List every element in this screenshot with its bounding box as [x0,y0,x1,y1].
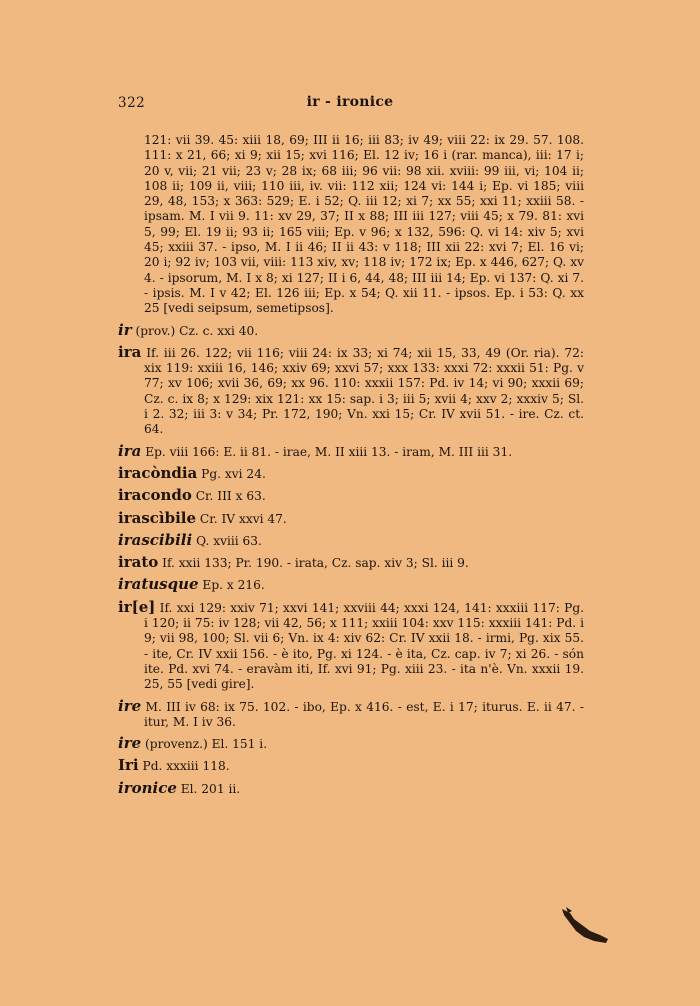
entry-text: 121: vii 39. 45: xiii 18, 69; III ii 16; iii 83; iv 49; viii 22: ix 29. 57. 108. 111: x 21, 66; xi 9; xii 15; xvi 116; El. 12 iv; 16 i (rar. manca), iii: 17 i; 20 v, vii; 21 vii; 23 v; 28 ix; 68 iii; 96 vii: 98 xii. xviii: 99 iii, vi; 104 ii; 108 ii; 109 ii, viii; 110 iii, iv. vii: 112 xii; 124 vi: 144 i; Ep. vi 185; viii 29, 48, 153; x 363: 529; E. i 52; Q. iii 12; xi 7; xx 55; xxi 11; xxiii 58. - ipsam. M. I vii 9. 11: xv 29, 37; II x 88; III iii 127; viii 45; x 79. 81: xvi 5, 99; El. 19 ii; 93 ii; 165 viii; Ep. v 96; x 132, 596: Q. vi 14: xiv 5; xvi 45; xxiii 37. - ipso, M. I ii 46; II ii 43: v 118; III xii 22: xvi 7; El. 16 vi; 20 i; 92 iv; 103 vii, viii: 113 xiv, xv; 118 iv; 172 ix; Ep. x 446, 627; Q. xv 4. - ipsorum, M. I x 8; xi 127; II i 6, 44, 48; III iii 14; Ep. vi 137: Q. xi 7. - ipsis. M. I v 42; El. 126 iii; Ep. x 54; Q. xii 11. - ipsos. Ep. i 53: Q. xx 25 [vedi seipsum, semetipsos]. [144,133,584,316]
entry-text: Q. xviii 63. [196,533,262,548]
entry-text: If. iii 26. 122; vii 116; viii 24: ix 33; xi 74; xii 15, 33, 49 (Or. ria). 72: xix 119: xxiii 16, 146; xxiv 69; xxvi 57; xxx 133: xxxi 72: xxxii 51: Pg. v 77; xv 106; xvii 36, 69; xx 96. 110: xxxii 157: Pd. iv 14; vi 90; xxxii 69; Cz. c. ix 8; x 129: xix 121: xx 15: sap. i 3; iii 5; xvii 4; xxv 2; xxxiv 5; Sl. i 2. 32; iii 3: v 34; Pr. 172, 190; Vn. xxi 15; Cr. IV xvii 51. - ire. Cz. ct. 64. [144,345,584,437]
entry-headword: ir [118,320,132,339]
entry-headword: ironice [118,778,177,797]
entry-text: Ep. x 216. [202,578,265,593]
entry-text: If. xxii 133; Pr. 190. - irata, Cz. sap. xiv 3; Sl. iii 9. [162,556,469,571]
entry-headword: iracondo [118,486,192,505]
entry-headword: irascìbile [118,508,197,527]
entry-text: (prov.) Cz. c. xxi 40. [135,323,259,338]
entry-headword: irascibili [118,530,193,549]
entry-ire-provenz [118,736,584,752]
entry-iracondo [118,488,584,504]
entry-ire-latin [118,696,585,731]
entry-text: Pg. xvi 24. [201,466,266,481]
entry-headword: ire [118,696,142,715]
entry-headword: ira [118,342,142,361]
printer-ornament-icon [560,905,610,945]
entry-ire-it [118,597,585,693]
entry-text: (provenz.) El. 151 i. [145,737,268,752]
entry-ir-prov [118,320,584,339]
entry-continuation [118,133,584,317]
entry-text: M. III iv 68: ix 75. 102. - ibo, Ep. x 416. - est, E. i 17; iturus. E. ii 47. - itur, M. I iv 36. [144,699,585,729]
entry-text: Cr. IV xxvi 47. [199,511,287,526]
page-number: 322 [118,95,146,111]
entry-ironice [118,778,584,797]
dictionary-entries [118,133,584,803]
entry-iracondia [118,463,584,482]
entry-ira [118,342,584,438]
entry-iri [118,758,584,774]
entry-text: Ep. viii 166: E. ii 81. - irae, M. II xiii 13. - iram, M. III iii 31. [145,444,513,459]
entry-ira-latin [118,441,584,460]
entry-text: Cr. III x 63. [195,489,266,504]
entry-irascibili [118,530,584,549]
entry-headword: iratusque [118,575,199,594]
entry-headword: ira [118,441,142,460]
entry-headword: Iri [118,756,139,775]
running-head: ir - ironice [306,94,394,110]
entry-headword: ir[e] [118,597,156,616]
entry-irato [118,555,584,571]
entry-iratusque [118,577,584,593]
entry-irascibile [118,508,584,527]
entry-headword: iracòndia [118,463,198,482]
entry-text: If. xxi 129: xxiv 71; xxvi 141; xxviii 44; xxxi 124, 141: xxxiii 117: Pg. i 120; ii 75: iv 128; vii 42, 56; x 111; xxiii 104: xxv 115: xxxiii 141: Pd. i 9; vii 98, 100; Sl. vii 6; Vn. ix 4: xiv 62: Cr. IV xxii 18. - irmi, Pg. xix 55. - ite, Cr. IV xxii 156. - è ito, Pg. xi 124. - è ita, Cz. cap. iv 7; xi 26. - són ite. Pd. xvi 74. - eravàm iti, If. xvi 91; Pg. xiii 23. - ita n'è. Vn. xxxii 19. 25, 55 [vedi gire]. [144,600,585,692]
entry-headword: ire [118,734,142,753]
entry-text: El. 201 ii. [180,781,241,796]
entry-headword: irato [118,553,159,572]
entry-text: Pd. xxxiii 118. [142,759,230,774]
